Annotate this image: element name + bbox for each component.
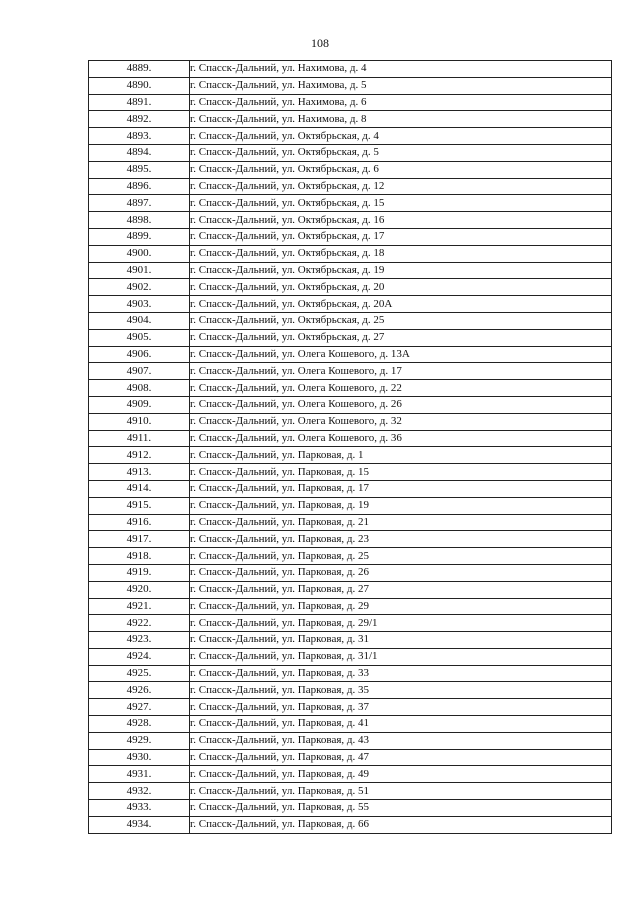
- table-row: [89, 531, 612, 548]
- row-address: г. Спасск-Дальний, ул. Октябрьская, д. 17: [190, 228, 612, 245]
- row-address: г. Спасск-Дальний, ул. Октябрьская, д. 16: [190, 212, 612, 229]
- table-row: [89, 581, 612, 598]
- table-row: [89, 329, 612, 346]
- row-address: г. Спасск-Дальний, ул. Парковая, д. 19: [190, 497, 612, 514]
- row-number: 4901.: [89, 262, 190, 279]
- row-number: 4916.: [89, 514, 190, 531]
- row-number: 4924.: [89, 648, 190, 665]
- row-number: 4906.: [89, 346, 190, 363]
- row-address: г. Спасск-Дальний, ул. Парковая, д. 15: [190, 464, 612, 481]
- row-number: 4891.: [89, 94, 190, 111]
- row-address: г. Спасск-Дальний, ул. Октябрьская, д. 15: [190, 195, 612, 212]
- table-row: [89, 296, 612, 313]
- row-number: 4907.: [89, 363, 190, 380]
- table-row: [89, 413, 612, 430]
- row-address: г. Спасск-Дальний, ул. Парковая, д. 43: [190, 732, 612, 749]
- row-number: 4934.: [89, 816, 190, 833]
- row-address: г. Спасск-Дальний, ул. Октябрьская, д. 20: [190, 279, 612, 296]
- row-address: г. Спасск-Дальний, ул. Парковая, д. 37: [190, 699, 612, 716]
- row-number: 4929.: [89, 732, 190, 749]
- row-address: г. Спасск-Дальний, ул. Парковая, д. 31/1: [190, 648, 612, 665]
- row-number: 4911.: [89, 430, 190, 447]
- table-row: [89, 699, 612, 716]
- table-row: [89, 212, 612, 229]
- table-row: [89, 144, 612, 161]
- row-number: 4913.: [89, 464, 190, 481]
- row-address: г. Спасск-Дальний, ул. Олега Кошевого, д. 26: [190, 396, 612, 413]
- row-address: г. Спасск-Дальний, ул. Парковая, д. 51: [190, 783, 612, 800]
- table-row: [89, 548, 612, 565]
- row-address: г. Спасск-Дальний, ул. Парковая, д. 33: [190, 665, 612, 682]
- row-number: 4912.: [89, 447, 190, 464]
- row-number: 4889.: [89, 61, 190, 78]
- row-address: г. Спасск-Дальний, ул. Парковая, д. 17: [190, 480, 612, 497]
- table-row: [89, 245, 612, 262]
- row-number: 4921.: [89, 598, 190, 615]
- row-address: г. Спасск-Дальний, ул. Олега Кошевого, д. 17: [190, 363, 612, 380]
- table-row: [89, 816, 612, 833]
- row-address: г. Спасск-Дальний, ул. Парковая, д. 66: [190, 816, 612, 833]
- row-address: г. Спасск-Дальний, ул. Октябрьская, д. 12: [190, 178, 612, 195]
- table-row: [89, 615, 612, 632]
- table-row: [89, 716, 612, 733]
- table-row: [89, 161, 612, 178]
- table-row: [89, 598, 612, 615]
- row-number: 4923.: [89, 632, 190, 649]
- row-number: 4909.: [89, 396, 190, 413]
- row-number: 4908.: [89, 380, 190, 397]
- row-number: 4895.: [89, 161, 190, 178]
- row-address: г. Спасск-Дальний, ул. Октябрьская, д. 20А: [190, 296, 612, 313]
- row-address: г. Спасск-Дальний, ул. Олега Кошевого, д. 32: [190, 413, 612, 430]
- row-number: 4930.: [89, 749, 190, 766]
- row-address: г. Спасск-Дальний, ул. Нахимова, д. 5: [190, 77, 612, 94]
- row-address: г. Спасск-Дальний, ул. Нахимова, д. 6: [190, 94, 612, 111]
- table-row: [89, 732, 612, 749]
- table-row: [89, 262, 612, 279]
- row-address: г. Спасск-Дальний, ул. Октябрьская, д. 19: [190, 262, 612, 279]
- row-address: г. Спасск-Дальний, ул. Парковая, д. 25: [190, 548, 612, 565]
- row-number: 4892.: [89, 111, 190, 128]
- table-row: [89, 447, 612, 464]
- table-row: [89, 312, 612, 329]
- table-row: [89, 94, 612, 111]
- table-row: [89, 430, 612, 447]
- table-row: [89, 228, 612, 245]
- table-row: [89, 178, 612, 195]
- row-address: г. Спасск-Дальний, ул. Парковая, д. 49: [190, 766, 612, 783]
- row-address: г. Спасск-Дальний, ул. Парковая, д. 27: [190, 581, 612, 598]
- row-address: г. Спасск-Дальний, ул. Парковая, д. 47: [190, 749, 612, 766]
- row-number: 4904.: [89, 312, 190, 329]
- row-number: 4920.: [89, 581, 190, 598]
- row-address: г. Спасск-Дальний, ул. Парковая, д. 26: [190, 564, 612, 581]
- row-number: 4927.: [89, 699, 190, 716]
- table-row: [89, 648, 612, 665]
- row-number: 4903.: [89, 296, 190, 313]
- table-row: [89, 497, 612, 514]
- table-row: [89, 279, 612, 296]
- row-number: 4917.: [89, 531, 190, 548]
- table-row: [89, 77, 612, 94]
- page-number: 108: [311, 36, 329, 50]
- row-number: 4922.: [89, 615, 190, 632]
- row-address: г. Спасск-Дальний, ул. Октябрьская, д. 6: [190, 161, 612, 178]
- row-number: 4893.: [89, 128, 190, 145]
- table-row: [89, 632, 612, 649]
- row-address: г. Спасск-Дальний, ул. Октябрьская, д. 25: [190, 312, 612, 329]
- row-number: 4925.: [89, 665, 190, 682]
- row-number: 4928.: [89, 716, 190, 733]
- row-number: 4896.: [89, 178, 190, 195]
- table-row: [89, 480, 612, 497]
- row-number: 4926.: [89, 682, 190, 699]
- row-number: 4910.: [89, 413, 190, 430]
- table-row: [89, 464, 612, 481]
- row-number: 4890.: [89, 77, 190, 94]
- row-number: 4931.: [89, 766, 190, 783]
- address-table: [88, 60, 612, 834]
- row-address: г. Спасск-Дальний, ул. Октябрьская, д. 18: [190, 245, 612, 262]
- table-row: [89, 111, 612, 128]
- table-row: [89, 766, 612, 783]
- row-address: г. Спасск-Дальний, ул. Парковая, д. 23: [190, 531, 612, 548]
- row-address: г. Спасск-Дальний, ул. Нахимова, д. 4: [190, 61, 612, 78]
- row-number: 4914.: [89, 480, 190, 497]
- row-address: г. Спасск-Дальний, ул. Парковая, д. 29/1: [190, 615, 612, 632]
- table-row: [89, 749, 612, 766]
- row-address: г. Спасск-Дальний, ул. Парковая, д. 29: [190, 598, 612, 615]
- row-number: 4894.: [89, 144, 190, 161]
- table-row: [89, 396, 612, 413]
- row-number: 4899.: [89, 228, 190, 245]
- row-number: 4897.: [89, 195, 190, 212]
- table-row: [89, 195, 612, 212]
- row-address: г. Спасск-Дальний, ул. Парковая, д. 1: [190, 447, 612, 464]
- row-number: 4933.: [89, 800, 190, 817]
- table-row: [89, 363, 612, 380]
- table-row: [89, 665, 612, 682]
- row-address: г. Спасск-Дальний, ул. Октябрьская, д. 5: [190, 144, 612, 161]
- row-number: 4932.: [89, 783, 190, 800]
- row-address: г. Спасск-Дальний, ул. Нахимова, д. 8: [190, 111, 612, 128]
- table-row: [89, 128, 612, 145]
- table-row: [89, 564, 612, 581]
- table-row: [89, 800, 612, 817]
- row-number: 4915.: [89, 497, 190, 514]
- row-address: г. Спасск-Дальний, ул. Октябрьская, д. 27: [190, 329, 612, 346]
- row-address: г. Спасск-Дальний, ул. Олега Кошевого, д. 36: [190, 430, 612, 447]
- table-row: [89, 346, 612, 363]
- row-address: г. Спасск-Дальний, ул. Парковая, д. 55: [190, 800, 612, 817]
- row-number: 4900.: [89, 245, 190, 262]
- table-row: [89, 783, 612, 800]
- table-row: [89, 380, 612, 397]
- row-address: г. Спасск-Дальний, ул. Олега Кошевого, д. 22: [190, 380, 612, 397]
- row-address: г. Спасск-Дальний, ул. Олега Кошевого, д. 13А: [190, 346, 612, 363]
- table-row: [89, 682, 612, 699]
- row-number: 4902.: [89, 279, 190, 296]
- row-number: 4905.: [89, 329, 190, 346]
- row-address: г. Спасск-Дальний, ул. Парковая, д. 35: [190, 682, 612, 699]
- row-address: г. Спасск-Дальний, ул. Парковая, д. 31: [190, 632, 612, 649]
- row-number: 4898.: [89, 212, 190, 229]
- table-row: [89, 61, 612, 78]
- row-number: 4918.: [89, 548, 190, 565]
- row-address: г. Спасск-Дальний, ул. Парковая, д. 41: [190, 716, 612, 733]
- row-address: г. Спасск-Дальний, ул. Парковая, д. 21: [190, 514, 612, 531]
- table-row: [89, 514, 612, 531]
- row-address: г. Спасск-Дальний, ул. Октябрьская, д. 4: [190, 128, 612, 145]
- address-table-body: [89, 61, 612, 834]
- row-number: 4919.: [89, 564, 190, 581]
